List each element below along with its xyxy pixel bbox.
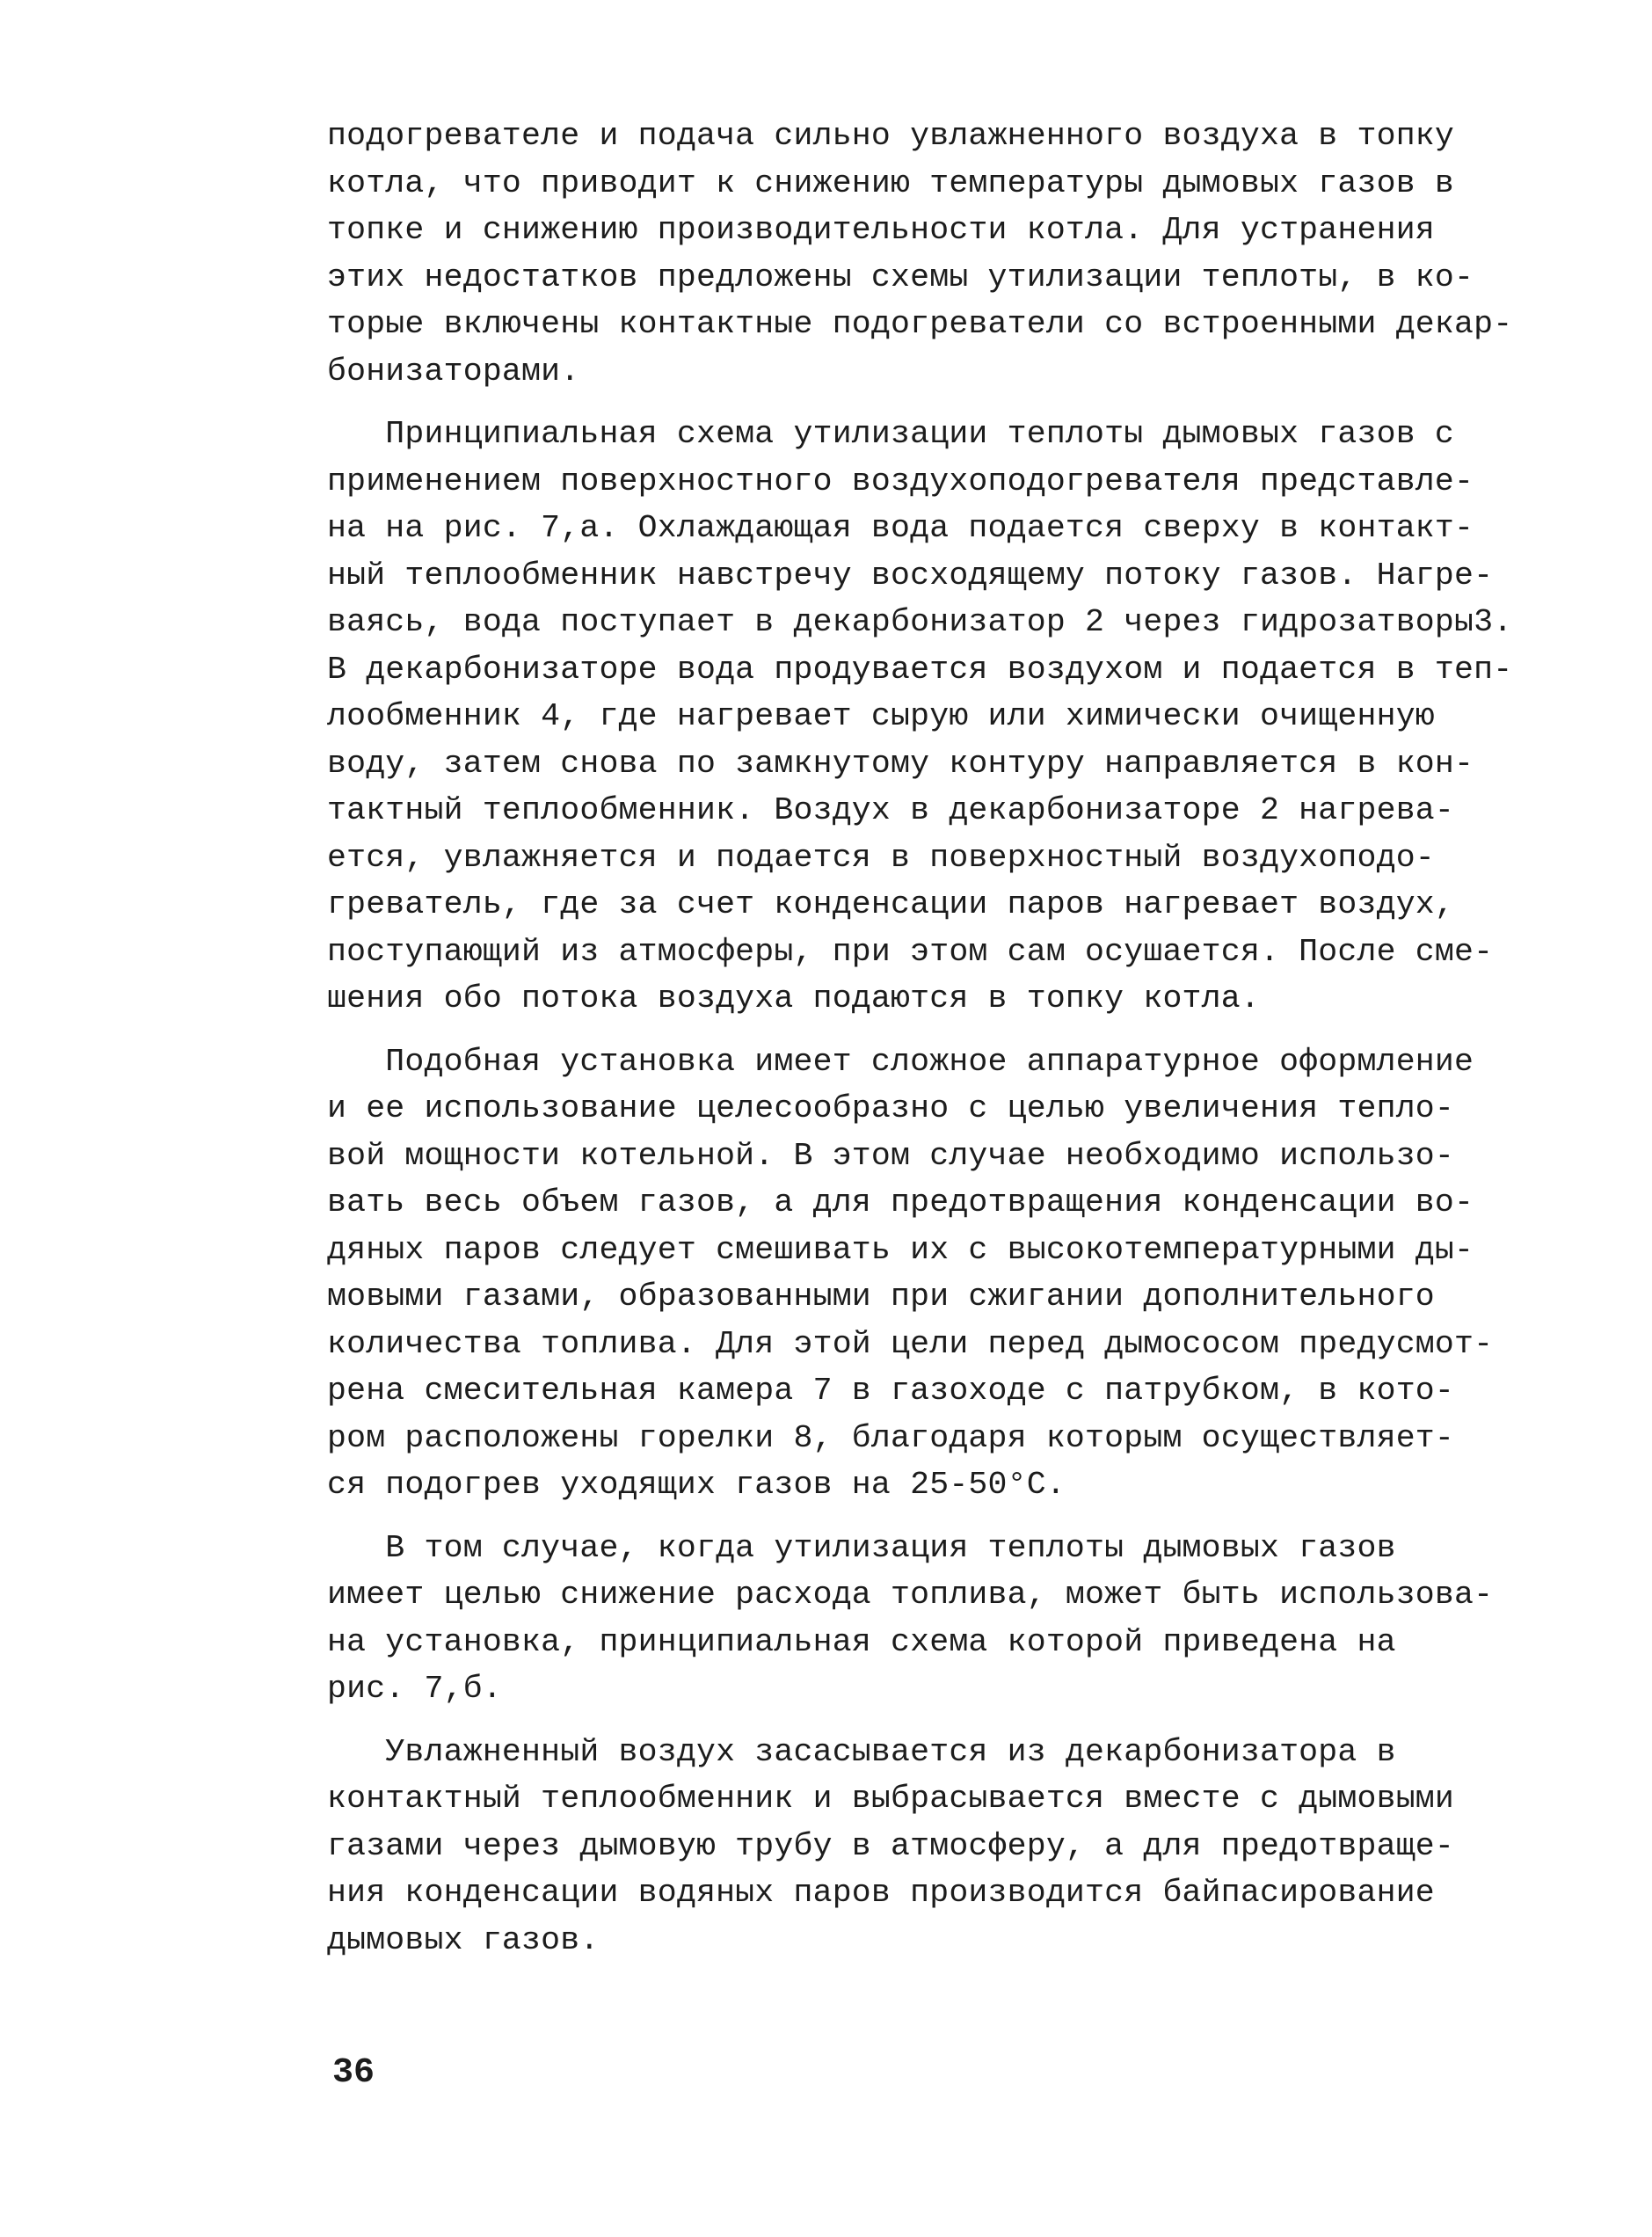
text-line: В декарбонизаторе вода продувается воздухом и подается в теп- (327, 651, 1513, 688)
text-line: греватель, где за счет конденсации паров нагревает воздух, (327, 886, 1455, 922)
text-line: количества топлива. Для этой цели перед дымососом предусмот- (327, 1325, 1494, 1362)
text-line: Подобная установка имеет сложное аппаратурное оформление (327, 1043, 1474, 1080)
text-line: топке и снижению производительности котла. Для устранения (327, 212, 1435, 248)
text-line: вой мощности котельной. В этом случае необходимо использо- (327, 1137, 1455, 1174)
paragraph (327, 1525, 1494, 1713)
paragraph-gap (327, 1509, 1479, 1525)
text-line: торые включены контактные подогреватели со встроенными декар- (327, 306, 1513, 342)
paragraph (327, 113, 1513, 395)
text-line: Принципиальная схема утилизации теплоты дымовых газов с (327, 416, 1455, 452)
text-line: шения обо потока воздуха подаются в топку котла. (327, 980, 1260, 1016)
text-line: имеет целью снижение расхода топлива, может быть использова- (327, 1577, 1494, 1613)
paragraph-gap (327, 1023, 1479, 1038)
text-line: контактный теплообменник и выбрасывается вместе с дымовыми (327, 1781, 1455, 1817)
text-line: подогревателе и подача сильно увлажненного воздуха в топку (327, 118, 1455, 154)
text-line: и ее использование целесообразно с целью увеличения тепло- (327, 1090, 1455, 1126)
text-line: ния конденсации водяных паров производится байпасирование (327, 1875, 1435, 1911)
text-line: ный теплообменник навстречу восходящему потоку газов. Нагре- (327, 557, 1494, 594)
text-line: мовыми газами, образованными при сжигании дополнительного (327, 1279, 1435, 1315)
text-line: вать весь объем газов, а для предотвращения конденсации во- (327, 1184, 1474, 1221)
text-line: бонизаторами. (327, 353, 580, 390)
paragraph (327, 411, 1513, 1023)
text-line: применением поверхностного воздухоподогревателя представле- (327, 463, 1474, 499)
text-line: газами через дымовую трубу в атмосферу, а для предотвраще- (327, 1827, 1455, 1864)
text-line: В том случае, когда утилизация теплоты дымовых газов (327, 1529, 1396, 1566)
text-line: рена смесительная камера 7 в газоходе с патрубком, в кото- (327, 1373, 1455, 1409)
text-line: рис. 7,б. (327, 1671, 502, 1707)
paragraph-gap (327, 395, 1479, 411)
text-line: дяных паров следует смешивать их с высокотемпературными ды- (327, 1231, 1474, 1268)
page-number: 36 (332, 2053, 375, 2093)
body-text (327, 113, 1513, 1964)
paragraph (327, 1038, 1494, 1509)
text-line: тактный теплообменник. Воздух в декарбонизаторе 2 нагрева- (327, 792, 1455, 828)
text-line: Увлажненный воздух засасывается из декарбонизатора в (327, 1733, 1396, 1770)
paragraph (327, 1729, 1479, 1964)
text-line: ется, увлажняется и подается в поверхностный воздухоподо- (327, 839, 1435, 876)
text-line: лообменник 4, где нагревает сырую или химически очищенную (327, 698, 1435, 734)
text-line: дымовых газов. (327, 1921, 600, 1958)
text-line: ся подогрев уходящих газов на 25-50°С. (327, 1467, 1066, 1503)
text-line: на установка, принципиальная схема которой приведена на (327, 1623, 1396, 1660)
text-line: поступающий из атмосферы, при этом сам осушается. После сме- (327, 933, 1494, 970)
text-line: котла, что приводит к снижению температуры дымовых газов в (327, 164, 1455, 201)
text-line: воду, затем снова по замкнутому контуру направляется в кон- (327, 745, 1474, 782)
text-line: на на рис. 7,а. Охлаждающая вода подается сверху в контакт- (327, 510, 1474, 546)
text-line: этих недостатков предложены схемы утилизации теплоты, в ко- (327, 259, 1474, 295)
text-line: ром расположены горелки 8, благодаря которым осуществляет- (327, 1419, 1455, 1456)
text-line: ваясь, вода поступает в декарбонизатор 2 через гидрозатворы3. (327, 604, 1513, 640)
paragraph-gap (327, 1713, 1479, 1729)
